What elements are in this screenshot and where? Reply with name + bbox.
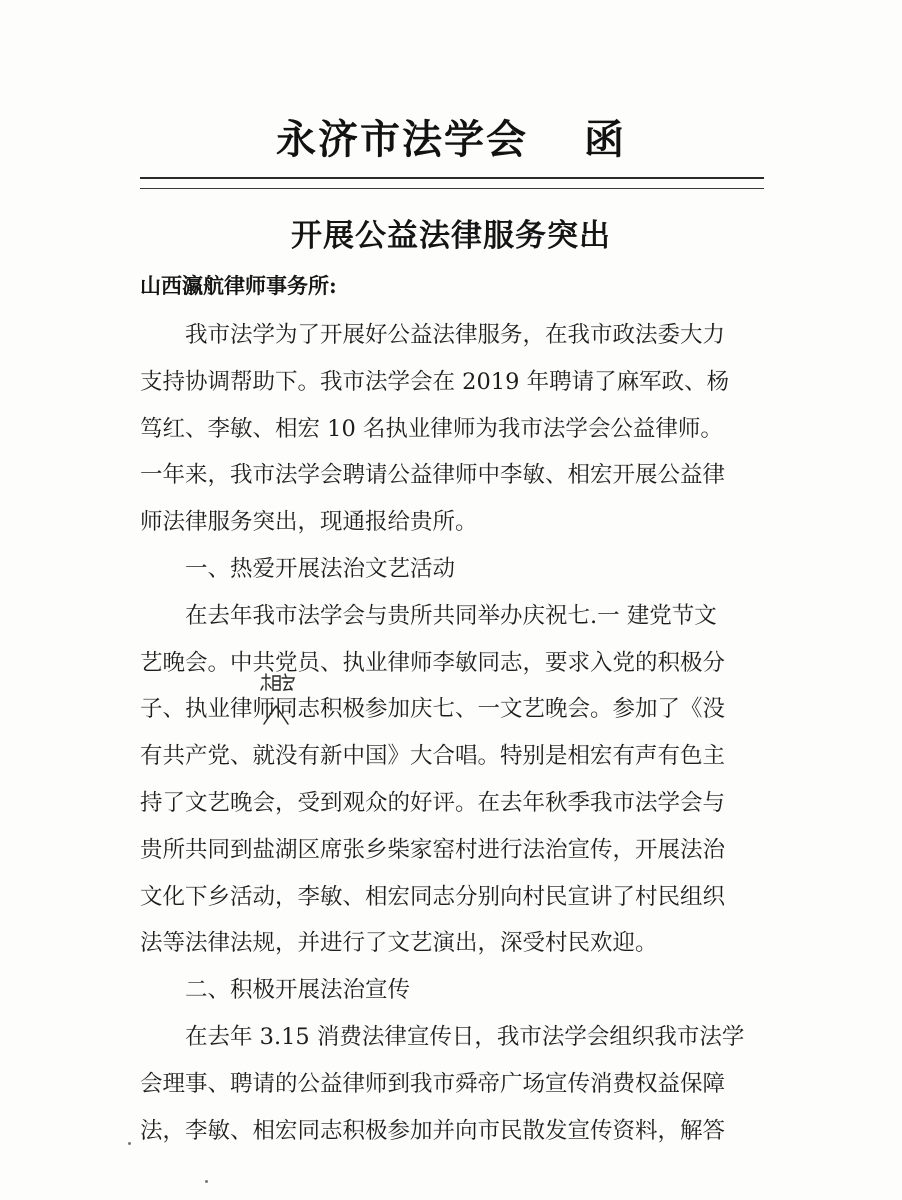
handwritten-insertion xyxy=(258,672,298,728)
body-line: 一年来，我市法学会聘请公益律师中李敏、相宏开展公益律 xyxy=(140,462,726,489)
letterhead-org: 永济市法学会 xyxy=(276,116,528,163)
body-line: 在去年我市法学会与贵所共同举办庆祝七.一 建党节文 xyxy=(185,602,717,629)
recipient-line: 山西瀛航律师事务所: xyxy=(140,273,337,298)
body-line: 支持协调帮助下。我市法学会在 2019 年聘请了麻军政、杨 xyxy=(140,368,730,395)
paper-speck xyxy=(128,1142,131,1145)
body-line: 师法律服务突出，现通报给贵所。 xyxy=(140,509,478,536)
body-line: 艺晚会。中共党员、执业律师李敏同志，要求入党的积极分 xyxy=(140,649,726,676)
body-line: 贵所共同到盐湖区席张乡柴家窑村进行法治宣传，开展法治 xyxy=(140,836,726,863)
body-line: 二、积极开展法治宣传 xyxy=(185,977,411,1004)
body-line: 法等法律法规，并进行了文艺演出，深受村民欢迎。 xyxy=(140,930,658,957)
body-line: 法，李敏、相宏同志积极参加并向市民散发宣传资料，解答 xyxy=(140,1117,726,1144)
body-line: 笃红、李敏、相宏 10 名执业律师为我市法学会公益律师。 xyxy=(140,415,723,442)
body-line: 子、执业律师同志积极参加庆七、一文艺晚会。参加了《没 xyxy=(140,696,726,723)
document-body xyxy=(140,312,772,1154)
body-line: 一、热爱开展法治文艺活动 xyxy=(185,555,456,582)
body-line: 持了文艺晚会，受到观众的好评。在去年秋季我市法学会与 xyxy=(140,789,726,816)
body-line: 我市法学为了开展好公益法律服务，在我市政法委大力 xyxy=(185,322,726,348)
body-line: 有共产党、就没有新中国》大合唱。特别是相宏有声有色主 xyxy=(140,743,726,770)
body-line: 会理事、聘请的公益律师到我市舜帝广场宣传消费权益保障 xyxy=(140,1070,726,1097)
letterhead-function: 函 xyxy=(584,116,626,163)
letterhead-rule-thin xyxy=(140,188,764,189)
letterhead xyxy=(0,108,902,165)
letterhead-rule-thick xyxy=(140,177,764,179)
document-title: 开展公益法律服务突出 xyxy=(291,218,611,254)
body-line: 文化下乡活动，李敏、相宏同志分别向村民宣讲了村民组织 xyxy=(140,883,726,910)
paper-speck xyxy=(205,1180,208,1183)
handwritten-insertion-mark xyxy=(258,672,298,728)
body-line: 在去年 3.15 消费法律宣传日，我市法学会组织我市法学 xyxy=(185,1023,745,1050)
